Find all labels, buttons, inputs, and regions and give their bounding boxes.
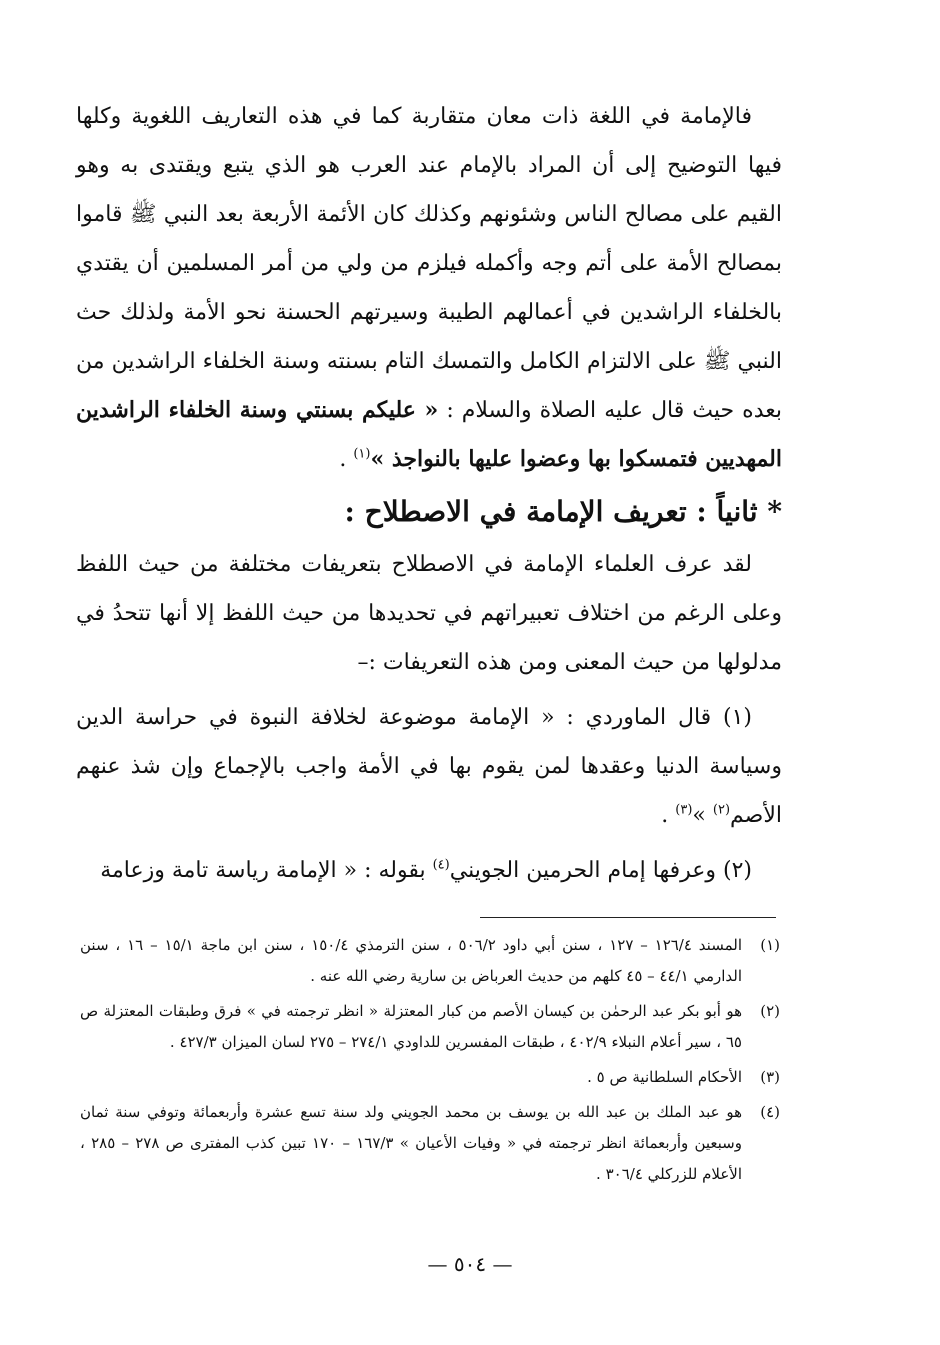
footnote-number: (٢) xyxy=(760,1002,780,1020)
footnote-ref-3: (٣) xyxy=(675,802,693,818)
paragraph-1-end: . xyxy=(339,447,354,472)
section-heading: * ثانياً : تعريف الإمامة في الاصطلاح : xyxy=(344,495,782,528)
main-text xyxy=(76,92,782,895)
footnote-number: (١) xyxy=(760,936,780,954)
definition-item-1-end: . xyxy=(661,803,676,828)
footnote-ref-1: (١) xyxy=(353,446,371,462)
definition-item-2-text-b: بقوله : « الإمامة رياسة تامة وزعامة xyxy=(100,858,433,883)
quote-close: » xyxy=(692,803,713,828)
footnotes xyxy=(80,930,780,1194)
footnote-separator xyxy=(480,917,776,918)
definition-item-2-text-a: (٢) وعرفها إمام الحرمين الجويني xyxy=(449,858,752,883)
paragraph-1-text: فالإمامة في اللغة ذات معان متقاربة كما في هذه التعاريف اللغوية وكلها فيها التوضيح إلى أن المراد بالإمام عند العرب هو الذي يتبع ويقتدى به وهو القيم على مصالح الناس وشئونهم وكذلك كان الأئمة الأربعة بعد النبي ﷺ قاموا بمصالح الأمة على أتم وجه وأكمله فيلزم من ولي من أمر المسلمين أن يقتدي بالخلفاء الراشدين في أعمالهم الطيبة وسيرتهم الحسنة نحو الأمة ولذلك حث النبي ﷺ على الالتزام الكامل والتمسك التام بسنته وسنة الخلفاء الراشدين من بعده حيث قال عليه الصلاة والسلام : xyxy=(76,104,782,423)
footnote-text: هو عبد الملك بن عبد الله بن يوسف بن محمد الجويني ولد سنة تسع عشرة وأربعمائة وتوفي سنة ثمان وسبعين وأربعمائة انظر ترجمته في « وفيات الأعيان » ١٦٧/٣ – ١٧٠ تبين كذب المفترى ص ٢٧٨ – ٢٨٥ ، الأعلام للزركلي ٣٠٦/٤ . xyxy=(80,1103,742,1183)
page-number: — ٥٠٤ — xyxy=(427,1252,513,1276)
footnote-ref-4: (٤) xyxy=(432,857,450,873)
definition-item-1-text: (١) قال الماوردي : « الإمامة موضوعة لخلافة النبوة في حراسة الدين وسياسة الدنيا وعقدها لمن يقوم بها في الأمة واجب بالإجماع وإن شذ عنهم الأصم xyxy=(76,705,782,828)
definition-item-1 xyxy=(76,693,782,840)
footnote-3 xyxy=(80,1062,780,1093)
footnote-number: (٤) xyxy=(760,1103,780,1121)
footnote-2 xyxy=(80,996,780,1058)
footnote-ref-2: (٢) xyxy=(712,802,731,818)
paragraph-1 xyxy=(76,92,782,484)
footnote-text: الأحكام السلطانية ص ٥ . xyxy=(587,1068,742,1086)
footnote-number: (٣) xyxy=(760,1068,780,1086)
footnote-text: المسند ١٢٦/٤ – ١٢٧ ، سنن أبي داود ٥٠٦/٢ ، سنن الترمذي ١٥٠/٤ ، سنن ابن ماجة ١٥/١ – ١٦ ، سنن الدارمي ٤٤/١ – ٤٥ كلهم من حديث العرباض بن سارية رضي الله عنه . xyxy=(80,936,742,985)
hadith-quote: « عليكم بسنتي وسنة الخلفاء الراشدين المهديين فتمسكوا بها وعضوا عليها بالنواجذ » xyxy=(76,397,782,472)
footnote-1 xyxy=(80,930,780,992)
paragraph-2: لقد عرف العلماء الإمامة في الاصطلاح بتعريفات مختلفة من حيث اللفظ وعلى الرغم من اختلاف تعبيراتهم في تحديدها من حيث اللفظ إلا أنها تتحدُ في مدلولها من حيث المعنى ومن هذه التعريفات :– xyxy=(76,552,782,675)
definition-item-2 xyxy=(76,846,782,895)
footnote-text: هو أبو بكر عبد الرحمٰن بن كيسان الأصم من كبار المعتزلة « انظر ترجمته في » فرق وطبقات المعتزلة ص ٦٥ ، سير أعلام النبلاء ٤٠٢/٩ ، طبقات المفسرين للداودي ٢٧٤/١ – ٢٧٥ لسان الميزان ٤٢٧/٣ . xyxy=(80,1002,742,1051)
footnote-4 xyxy=(80,1097,780,1190)
